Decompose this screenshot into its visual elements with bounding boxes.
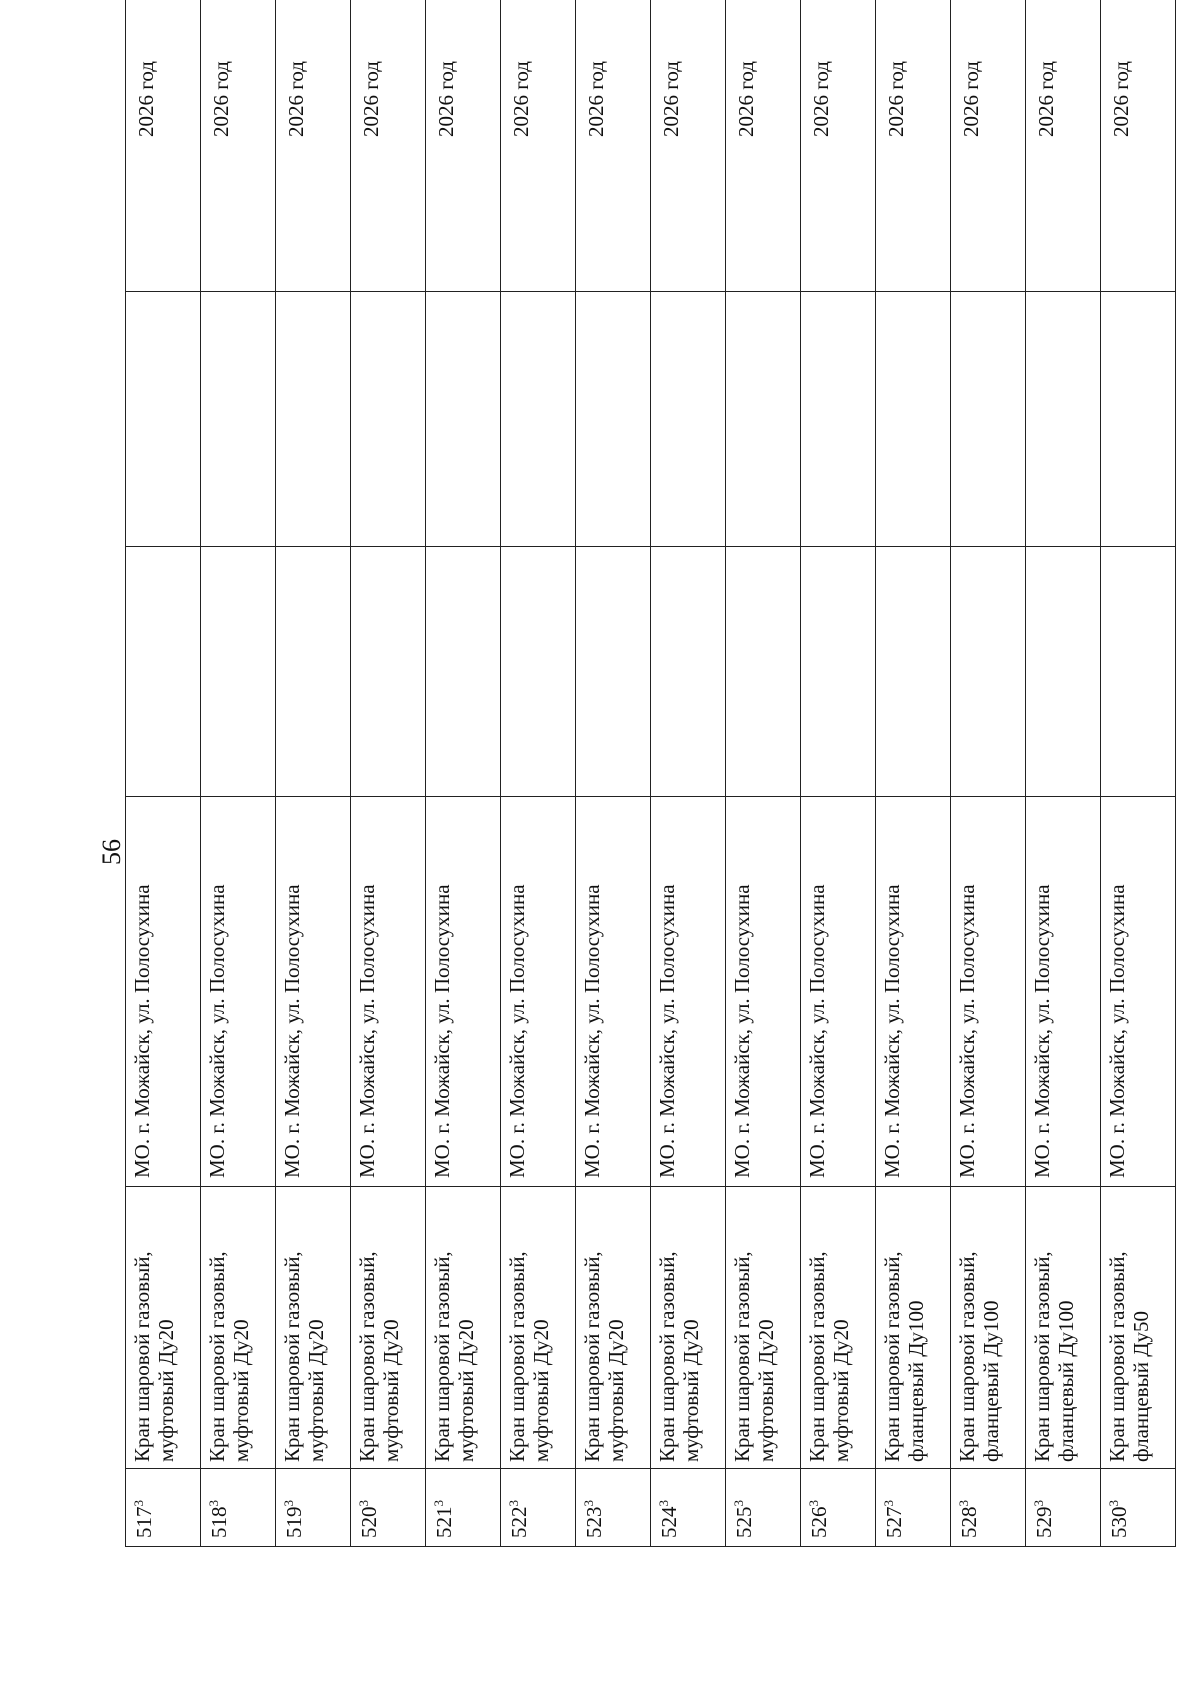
address-cell: МО. г. Можайск, ул. Полосухина — [801, 797, 876, 1187]
table-row — [426, 0, 501, 1547]
address-cell: МО. г. Можайск, ул. Полосухина — [951, 797, 1026, 1187]
empty-cell-1 — [351, 547, 426, 797]
row-number: 528 — [957, 1506, 981, 1538]
table-row — [951, 0, 1026, 1547]
row-number-superscript: 3 — [581, 1500, 596, 1507]
empty-cell-2 — [576, 292, 651, 547]
page-number: 56 — [97, 839, 126, 865]
empty-cell-1 — [201, 547, 276, 797]
row-number-superscript: 3 — [356, 1500, 371, 1507]
item-name-cell — [276, 1187, 351, 1469]
empty-cell-2 — [651, 292, 726, 547]
item-name-cell — [876, 1187, 951, 1469]
item-name-line2: муфтовый Ду20 — [154, 1319, 178, 1462]
row-number: 521 — [432, 1506, 456, 1538]
row-number-superscript: 3 — [656, 1500, 671, 1507]
table-row — [726, 0, 801, 1547]
row-number: 519 — [282, 1506, 306, 1538]
item-name-line1: Кран шаровой газовый, — [280, 1251, 304, 1462]
empty-cell-2 — [951, 292, 1026, 547]
address-cell: МО. г. Можайск, ул. Полосухина — [501, 797, 576, 1187]
item-name-line1: Кран шаровой газовый, — [505, 1251, 529, 1462]
year-cell: 2026 год — [651, 0, 726, 292]
empty-cell-1 — [801, 547, 876, 797]
row-number-cell — [501, 1469, 576, 1547]
address-cell: МО. г. Можайск, ул. Полосухина — [276, 797, 351, 1187]
year-cell: 2026 год — [801, 0, 876, 292]
row-number: 527 — [882, 1506, 906, 1538]
empty-cell-2 — [1026, 292, 1101, 547]
year-cell: 2026 год — [726, 0, 801, 292]
empty-cell-2 — [726, 292, 801, 547]
table-row — [1101, 0, 1176, 1547]
item-name-line1: Кран шаровой газовый, — [730, 1251, 754, 1462]
year-cell: 2026 год — [351, 0, 426, 292]
empty-cell-2 — [801, 292, 876, 547]
item-name-line2: фланцевый Ду100 — [1054, 1300, 1078, 1462]
empty-cell-2 — [201, 292, 276, 547]
empty-cell-1 — [576, 547, 651, 797]
item-name-cell — [426, 1187, 501, 1469]
empty-cell-2 — [351, 292, 426, 547]
empty-cell-2 — [501, 292, 576, 547]
row-number-cell — [576, 1469, 651, 1547]
empty-cell-1 — [726, 547, 801, 797]
empty-cell-1 — [126, 547, 201, 797]
table-row — [576, 0, 651, 1547]
item-name-cell — [1101, 1187, 1176, 1469]
item-name-line2: муфтовый Ду20 — [304, 1319, 328, 1462]
row-number: 526 — [807, 1506, 831, 1538]
row-number: 518 — [207, 1506, 231, 1538]
item-name-cell — [501, 1187, 576, 1469]
year-cell: 2026 год — [126, 0, 201, 292]
item-name-line1: Кран шаровой газовый, — [955, 1251, 979, 1462]
year-cell: 2026 год — [276, 0, 351, 292]
item-name-line2: муфтовый Ду20 — [454, 1319, 478, 1462]
empty-cell-2 — [1101, 292, 1176, 547]
year-cell: 2026 год — [876, 0, 951, 292]
row-number-superscript: 3 — [1106, 1500, 1121, 1507]
year-cell: 2026 год — [501, 0, 576, 292]
empty-cell-2 — [126, 292, 201, 547]
item-name-line2: муфтовый Ду20 — [229, 1319, 253, 1462]
item-name-cell — [726, 1187, 801, 1469]
row-number-cell — [876, 1469, 951, 1547]
item-name-line2: муфтовый Ду20 — [529, 1319, 553, 1462]
table-row — [351, 0, 426, 1547]
row-number-superscript: 3 — [806, 1500, 821, 1507]
item-name-line1: Кран шаровой газовый, — [1105, 1251, 1129, 1462]
row-number-cell — [1026, 1469, 1101, 1547]
address-cell: МО. г. Можайск, ул. Полосухина — [651, 797, 726, 1187]
item-name-line2: муфтовый Ду20 — [754, 1319, 778, 1462]
empty-cell-2 — [876, 292, 951, 547]
row-number: 523 — [582, 1506, 606, 1538]
table-row — [1026, 0, 1101, 1547]
row-number-cell — [201, 1469, 276, 1547]
row-number-superscript: 3 — [506, 1500, 521, 1507]
year-cell: 2026 год — [1101, 0, 1176, 292]
table-row — [501, 0, 576, 1547]
row-number: 529 — [1032, 1506, 1056, 1538]
item-name-line1: Кран шаровой газовый, — [655, 1251, 679, 1462]
empty-cell-1 — [1026, 547, 1101, 797]
row-number-cell — [726, 1469, 801, 1547]
empty-cell-1 — [426, 547, 501, 797]
row-number-superscript: 3 — [956, 1500, 971, 1507]
empty-cell-1 — [1101, 547, 1176, 797]
address-cell: МО. г. Можайск, ул. Полосухина — [351, 797, 426, 1187]
item-name-line2: муфтовый Ду20 — [679, 1319, 703, 1462]
table-row — [276, 0, 351, 1547]
item-name-line2: муфтовый Ду20 — [604, 1319, 628, 1462]
item-name-line1: Кран шаровой газовый, — [580, 1251, 604, 1462]
empty-cell-2 — [276, 292, 351, 547]
row-number-cell — [276, 1469, 351, 1547]
item-name-line2: муфтовый Ду20 — [379, 1319, 403, 1462]
row-number-cell — [351, 1469, 426, 1547]
row-number-superscript: 3 — [131, 1500, 146, 1507]
row-number-cell — [1101, 1469, 1176, 1547]
item-name-line1: Кран шаровой газовый, — [805, 1251, 829, 1462]
address-cell: МО. г. Можайск, ул. Полосухина — [1026, 797, 1101, 1187]
address-cell: МО. г. Можайск, ул. Полосухина — [426, 797, 501, 1187]
item-name-cell — [576, 1187, 651, 1469]
item-name-cell — [951, 1187, 1026, 1469]
row-number-cell — [126, 1469, 201, 1547]
year-cell: 2026 год — [1026, 0, 1101, 292]
item-name-line1: Кран шаровой газовый, — [205, 1251, 229, 1462]
row-number-cell — [801, 1469, 876, 1547]
item-name-line2: муфтовый Ду20 — [829, 1319, 853, 1462]
item-name-line2: фланцевый Ду100 — [979, 1300, 1003, 1462]
item-name-line1: Кран шаровой газовый, — [355, 1251, 379, 1462]
address-cell: МО. г. Можайск, ул. Полосухина — [201, 797, 276, 1187]
item-name-line2: фланцевый Ду50 — [1129, 1310, 1153, 1462]
row-number-cell — [951, 1469, 1026, 1547]
row-number-cell — [651, 1469, 726, 1547]
item-name-cell — [1026, 1187, 1101, 1469]
item-name-line1: Кран шаровой газовый, — [880, 1251, 904, 1462]
year-cell: 2026 год — [426, 0, 501, 292]
address-cell: МО. г. Можайск, ул. Полосухина — [876, 797, 951, 1187]
row-number: 522 — [507, 1506, 531, 1538]
row-number-superscript: 3 — [206, 1500, 221, 1507]
table-row — [201, 0, 276, 1547]
empty-cell-1 — [876, 547, 951, 797]
item-name-line1: Кран шаровой газовый, — [1030, 1251, 1054, 1462]
address-cell: МО. г. Можайск, ул. Полосухина — [1101, 797, 1176, 1187]
table-row — [126, 0, 201, 1547]
item-name-cell — [801, 1187, 876, 1469]
address-cell: МО. г. Можайск, ул. Полосухина — [726, 797, 801, 1187]
item-name-line1: Кран шаровой газовый, — [430, 1251, 454, 1462]
registry-table-body — [126, 0, 1176, 1547]
empty-cell-1 — [651, 547, 726, 797]
item-name-cell — [126, 1187, 201, 1469]
item-name-cell — [201, 1187, 276, 1469]
item-name-line1: Кран шаровой газовый, — [130, 1251, 154, 1462]
registry-table — [125, 0, 1176, 1547]
empty-cell-1 — [501, 547, 576, 797]
row-number-superscript: 3 — [281, 1500, 296, 1507]
row-number-cell — [426, 1469, 501, 1547]
table-row — [801, 0, 876, 1547]
item-name-cell — [651, 1187, 726, 1469]
row-number-superscript: 3 — [431, 1500, 446, 1507]
rotated-table-wrapper — [125, 0, 1153, 1547]
item-name-cell — [351, 1187, 426, 1469]
empty-cell-2 — [426, 292, 501, 547]
row-number: 517 — [132, 1506, 156, 1538]
table-row — [876, 0, 951, 1547]
row-number-superscript: 3 — [731, 1500, 746, 1507]
row-number: 525 — [732, 1506, 756, 1538]
address-cell: МО. г. Можайск, ул. Полосухина — [576, 797, 651, 1187]
row-number-superscript: 3 — [881, 1500, 896, 1507]
empty-cell-1 — [276, 547, 351, 797]
address-cell: МО. г. Можайск, ул. Полосухина — [126, 797, 201, 1187]
row-number: 524 — [657, 1506, 681, 1538]
table-row — [651, 0, 726, 1547]
year-cell: 2026 год — [951, 0, 1026, 292]
item-name-line2: фланцевый Ду100 — [904, 1300, 928, 1462]
row-number-superscript: 3 — [1031, 1500, 1046, 1507]
year-cell: 2026 год — [201, 0, 276, 292]
year-cell: 2026 год — [576, 0, 651, 292]
empty-cell-1 — [951, 547, 1026, 797]
row-number: 530 — [1107, 1506, 1131, 1538]
row-number: 520 — [357, 1506, 381, 1538]
